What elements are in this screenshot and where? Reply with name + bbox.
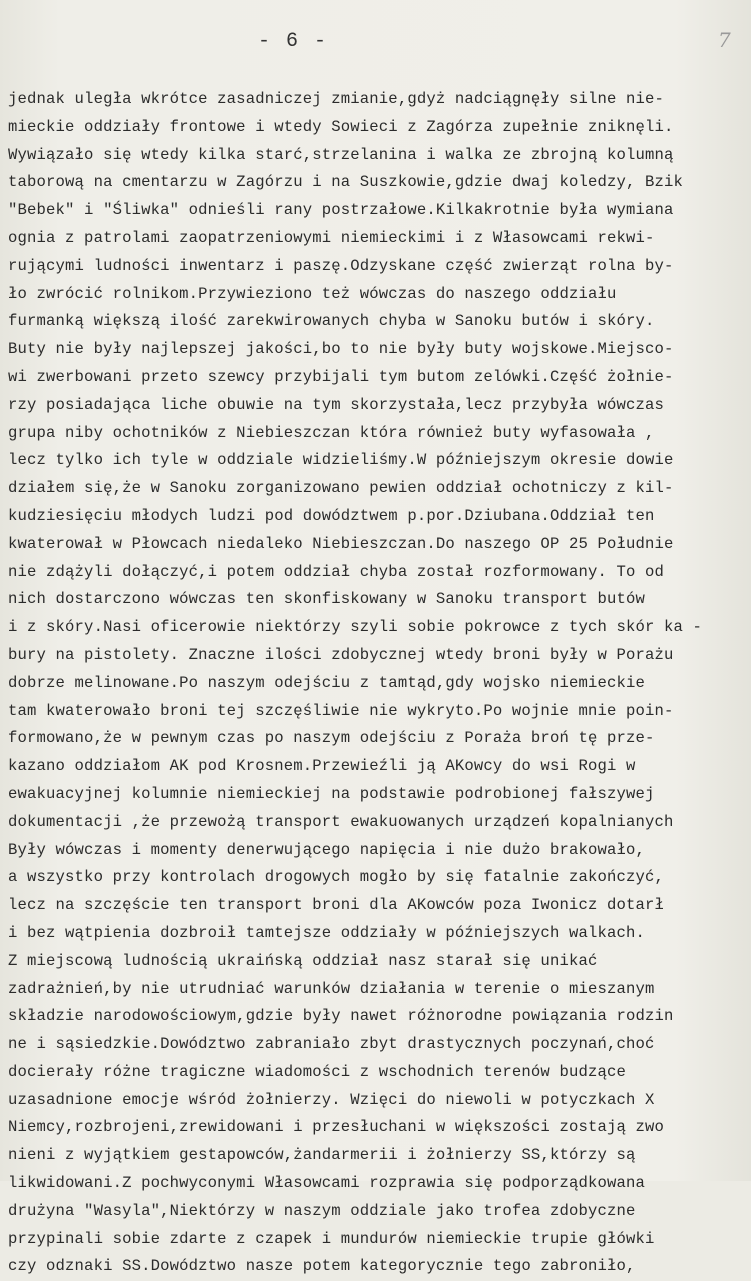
text-line: likwidowani.Z pochwyconymi Własowcami rozprawia się podporządkowana <box>8 1174 646 1193</box>
text-line: tam kwaterowało broni tej szczęśliwie nie wykryto.Po wojnie mnie poin- <box>8 701 674 720</box>
text-line: grupa niby ochotników z Niebieszczan która również buty wyfasowała , <box>8 423 655 442</box>
text-line: ło zwrócić rolnikom.Przywieziono też wówczas do naszego oddziału <box>8 284 617 303</box>
text-line: uzasadnione emocje wśród żołnierzy. Wzięci do niewoli w potyczkach X <box>8 1090 655 1109</box>
text-line: Buty nie były najlepszej jakości,bo to nie były buty wojskowe.Miejsco- <box>8 340 674 359</box>
text-line: kwaterował w Płowcach niedaleko Niebieszczan.Do naszego OP 25 Południe <box>8 534 674 553</box>
text-line: i z skóry.Nasi oficerowie niektórzy szyli sobie pokrowce z tych skór ka - <box>8 618 703 637</box>
text-line: mieckie oddziały frontowe i wtedy Sowieci z Zagórza zupełnie zniknęli. <box>8 117 674 136</box>
text-line: jednak uległa wkrótce zasadniczej zmianie,gdyż nadciągnęły silne nie- <box>8 90 665 108</box>
text-line: zadrażnień,by nie utrudniać warunków działania w terenie o mieszanym <box>8 979 655 998</box>
text-line: Niemcy,rozbrojeni,zrewidowani i przesłuchani w większości zostają zwo <box>8 1118 665 1137</box>
text-line: rującymi ludności inwentarz i paszę.Odzyskane część zwierząt rolna by- <box>8 256 674 275</box>
text-line: furmanką większą ilość zarekwirowanych chyba w Sanoku butów i skóry. <box>8 312 655 331</box>
text-line: kudziesięciu młodych ludzi pod dowództwem p.por.Dziubana.Oddział ten <box>8 506 655 525</box>
text-line: lecz tylko ich tyle w oddziale widzieliśmy.W późniejszym okresie dowie <box>8 451 674 470</box>
text-line: taborową na cmentarzu w Zagórzu i na Suszkowie,gdzie dwaj koledzy, Bzik <box>8 173 684 192</box>
text-line: Z miejscową ludnością ukraińską oddział nasz starał się unikać <box>8 951 598 970</box>
text-line: Były wówczas i momenty denerwującego napięcia i nie dużo brakowało, <box>8 840 646 859</box>
text-line: działem się,że w Sanoku zorganizowano pewien oddział ochotniczy z kil- <box>8 479 674 498</box>
text-line: i bez wątpienia dozbroił tamtejsze oddziały w późniejszych walkach. <box>8 923 646 942</box>
page-number: - 6 - <box>258 30 329 53</box>
text-line: nie zdążyli dołączyć,i potem oddział chyba został rozformowany. To od <box>8 562 665 581</box>
text-line: drużyna "Wasyla",Niektórzy w naszym oddziale jako trofea zdobyczne <box>8 1201 636 1220</box>
text-line: dobrze melinowane.Po naszym odejściu z tamtąd,gdy wojsko niemieckie <box>8 673 646 692</box>
body-text <box>8 86 748 1281</box>
text-line: czy odznaki SS.Dowództwo nasze potem kategorycznie tego zabroniło, <box>8 1257 636 1276</box>
text-line: składzie narodowościowym,gdzie były nawet różnorodne powiązania rodzin <box>8 1007 674 1026</box>
text-line: ne i sąsiedzkie.Dowództwo zabraniało zbyt drastycznych poczynań,choć <box>8 1035 655 1054</box>
text-line: ewakuacyjnej kolumnie niemieckiej na podstawie podrobionej fałszywej <box>8 784 655 803</box>
text-line: kazano oddziałom AK pod Krosnem.Przewieźli ją AKowcy do wsi Rogi w <box>8 757 636 776</box>
text-line: formowano,że w pewnym czas po naszym odejściu z Poraża broń tę prze- <box>8 729 655 748</box>
text-line: a wszystko przy kontrolach drogowych mogło by się fatalnie zakończyć, <box>8 868 665 887</box>
text-line: przypinali sobie zdarte z czapek i mundurów niemieckie trupie główki <box>8 1229 655 1248</box>
text-line: wi zwerbowani przeto szewcy przybijali tym butom zelówki.Część żołnie- <box>8 367 674 386</box>
handwritten-page-mark: 7 <box>718 28 731 52</box>
text-line: lecz na szczęście ten transport broni dla AKowców poza Iwonicz dotarł <box>8 896 665 915</box>
text-line: bury na pistolety. Znaczne ilości zdobycznej wtedy broni były w Porażu <box>8 645 674 664</box>
text-line: Wywiązało się wtedy kilka starć,strzelanina i walka ze zbrojną kolumną <box>8 145 674 164</box>
text-line: ognia z patrolami zaopatrzeniowymi niemieckimi i z Własowcami rekwi- <box>8 228 655 247</box>
text-line: dokumentacji ,że przewożą transport ewakuowanych urządzeń kopalnianych <box>8 812 674 831</box>
text-line: rzy posiadająca liche obuwie na tym skorzystała,lecz przybyła wówczas <box>8 395 665 414</box>
text-line: nich dostarczono wówczas ten skonfiskowany w Sanoku transport butów <box>8 590 646 609</box>
text-line: nieni z wyjątkiem gestapowców,żandarmerii i żołnierzy SS,którzy są <box>8 1146 636 1165</box>
text-line: "Bebek" i "Śliwka" odnieśli rany postrzałowe.Kilkakrotnie była wymiana <box>8 201 674 220</box>
text-line: docierały różne tragiczne wiadomości z wschodnich terenów budzące <box>8 1062 627 1081</box>
